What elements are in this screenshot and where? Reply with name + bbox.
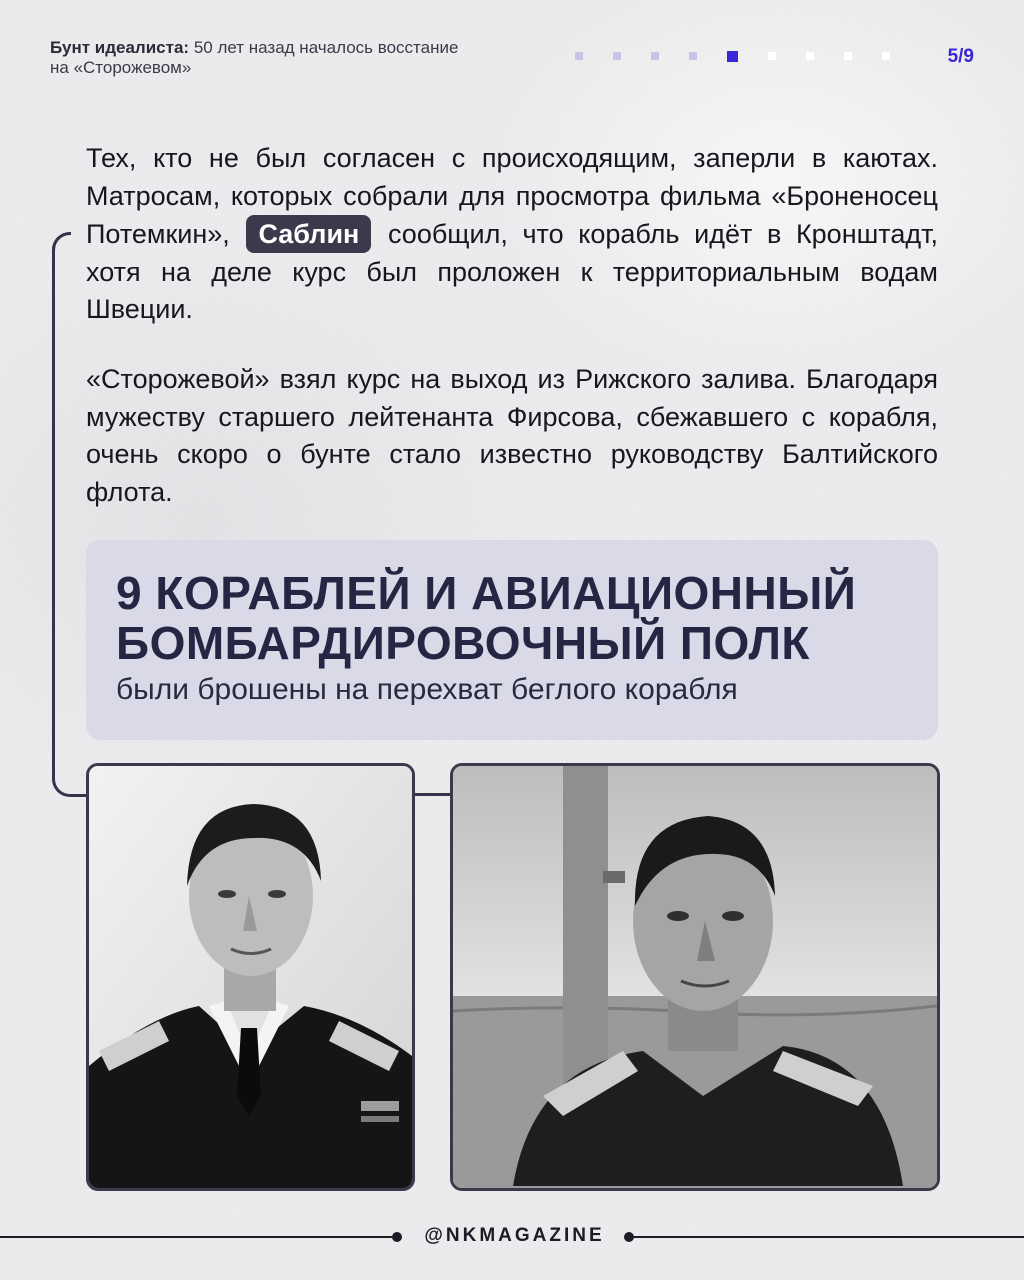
paragraph-1-end: сообщил, что корабль идёт в Кронштадт, хотя на деле курс был проложен к территориальным водам Швеции. (86, 219, 938, 324)
progress-dot (689, 52, 697, 60)
footer-line-left (0, 1236, 395, 1238)
page-number: 5/9 (947, 46, 974, 67)
header-title-bold: Бунт идеалиста: (50, 38, 190, 57)
progress-dot (575, 52, 583, 60)
paragraph-1 (86, 140, 938, 329)
progress-dot (768, 52, 776, 60)
portrait-photo-uniform-image (89, 766, 412, 1188)
progress-dot-current (727, 51, 738, 62)
portrait-photo-uniform (86, 763, 415, 1191)
stat-callout (86, 540, 938, 740)
paragraph-1-start: Тех, кто не был согласен с происходящим, заперли в каютах. Матросам, которых собрали для просмотра фильма «Броненосец Потемкин», (86, 143, 938, 249)
portrait-photo-deck-image (453, 766, 937, 1188)
stat-headline: 9 КОРАБЛЕЙ И АВИАЦИОННЫЙ БОМБАРДИРОВОЧНЫЙ ПОЛК (116, 567, 857, 669)
progress-dot (651, 52, 659, 60)
name-chip-sablin: Саблин (246, 215, 371, 253)
footer-line-right (630, 1236, 1024, 1238)
footer-handle: @NKMAGAZINE (424, 1225, 605, 1246)
progress-dot (613, 52, 621, 60)
slide-progress (575, 50, 920, 62)
header-title-rest: 50 лет назад началось восстание на «Сторожевом» (50, 38, 459, 77)
portrait-photo-deck (450, 763, 940, 1191)
header-title (50, 38, 470, 78)
paragraph-2: «Сторожевой» взял курс на выход из Рижского залива. Благодаря мужеству старшего лейтенанта Фирсова, сбежавшего с корабля, очень скоро о бунте стало известно руководству Балтийского флота. (86, 364, 938, 507)
progress-dot (844, 52, 852, 60)
progress-dot (882, 52, 890, 60)
photo-connector-line (410, 793, 452, 796)
stat-subline: были брошены на перехват беглого корабля (116, 673, 738, 706)
footer-dot-left (392, 1232, 402, 1242)
progress-dot (806, 52, 814, 60)
